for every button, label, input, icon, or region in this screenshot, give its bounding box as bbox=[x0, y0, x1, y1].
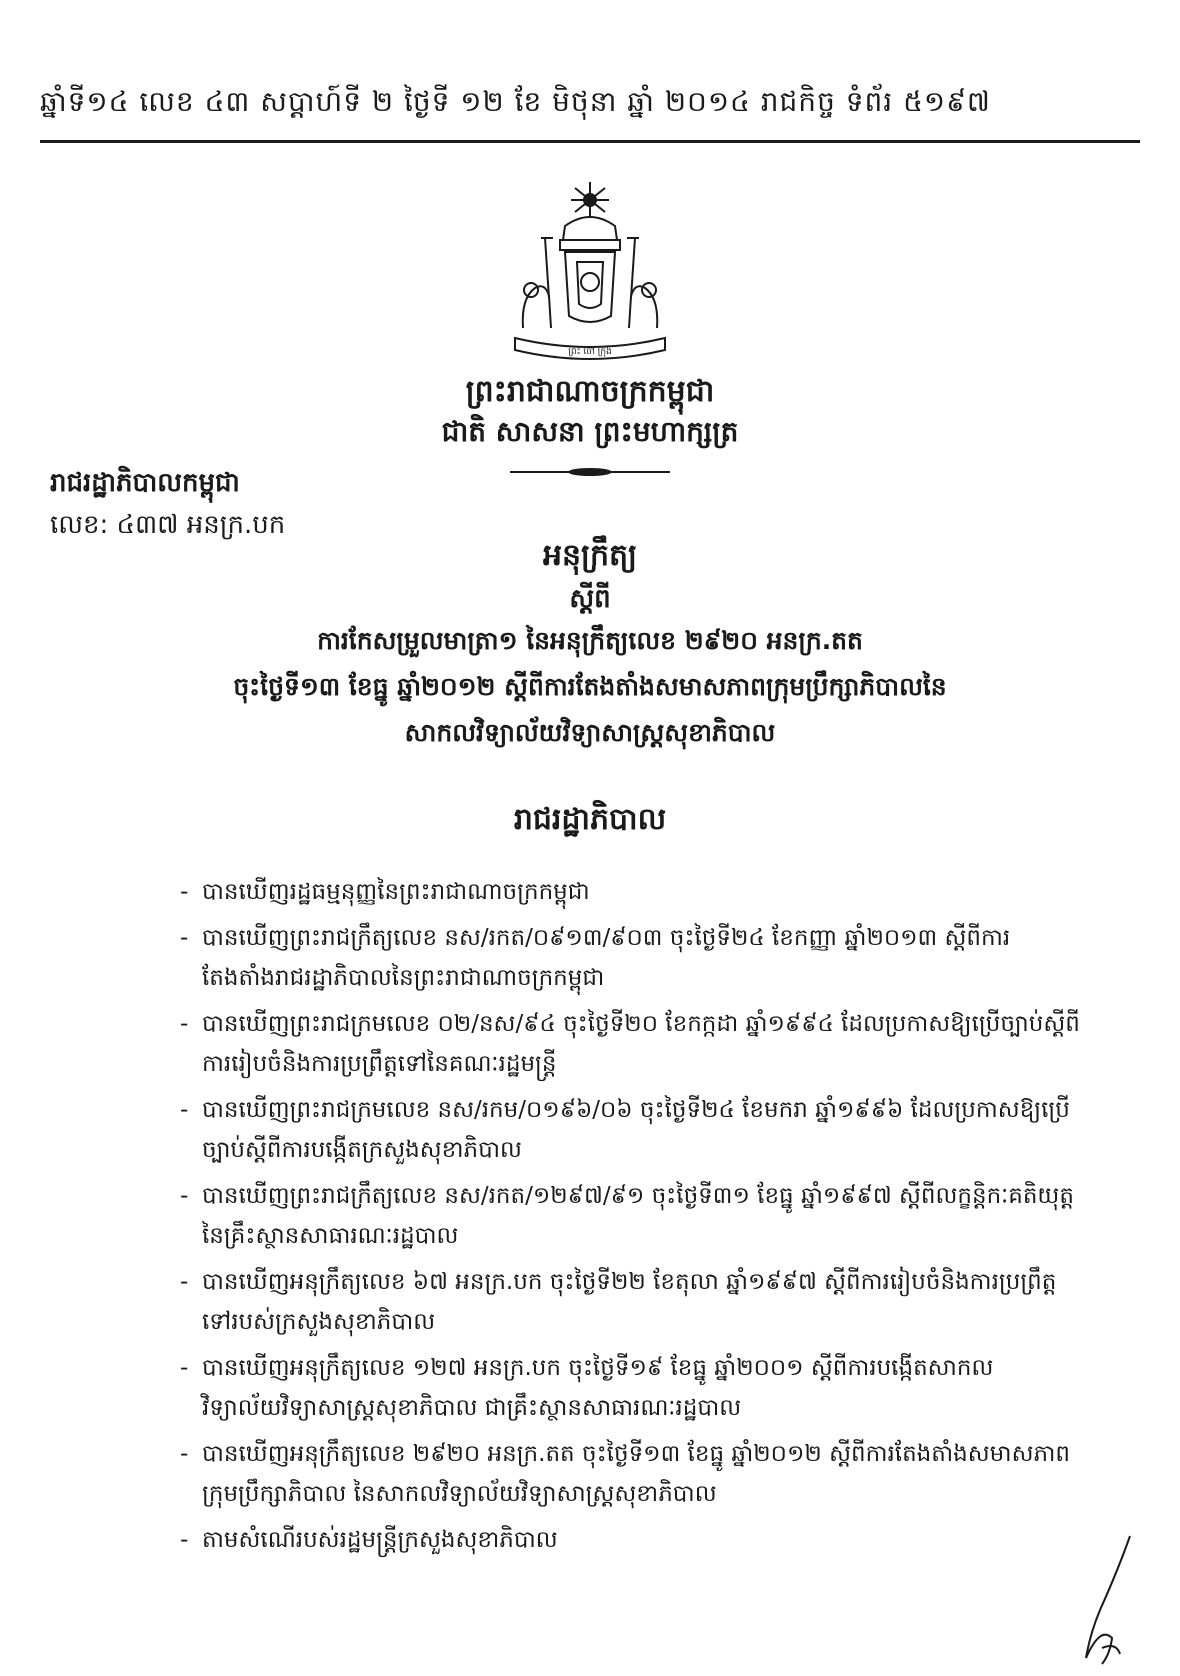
ornament-divider bbox=[510, 467, 670, 477]
recital-item: - បានឃើញព្រះរាជក្រមលេខ នស/រកម/០១៩៦/០៦ ចុះថ្ងៃទី២៤ ខែមករា ឆ្នាំ១៩៩៦ ដែលប្រកាសឱ្យប្រើច្បាប់ស្តីពីការបង្កើតក្រសួងសុខាភិបាល bbox=[180, 1090, 1080, 1170]
document-about: ស្តីពី bbox=[569, 584, 611, 614]
kingdom-name: ព្រះរាជាណាចក្រកម្ពុជា bbox=[465, 374, 715, 409]
recital-item: - បានឃើញព្រះរាជក្រមលេខ ០២/នស/៩៤ ចុះថ្ងៃទី២០ ខែកក្កដា ឆ្នាំ១៩៩៤ ដែលប្រកាសឱ្យប្រើច្បាប់ស្តីពីការរៀបចំនិងការប្រព្រឹត្តទៅនៃគណៈរដ្ឋមន្ត្រី bbox=[180, 1004, 1080, 1084]
royal-coat-of-arms-icon bbox=[505, 178, 675, 368]
header-rule bbox=[40, 140, 1140, 143]
emblem-ribbon-text: ព្រះ ចៅ ក្រុង bbox=[568, 347, 612, 357]
handwritten-signature-icon bbox=[1060, 1530, 1150, 1670]
recital-item: - បានឃើញព្រះរាជក្រឹត្យលេខ នស/រកត/១២៩៧/៩១ ចុះថ្ងៃទី៣១ ខែធ្នូ ឆ្នាំ១៩៩៧ ស្តីពីលក្ខន្តិកៈគតិយុត្តនៃគ្រឹះស្ថានសាធារណៈរដ្ឋបាល bbox=[180, 1176, 1080, 1256]
document-title-line: ការកែសម្រួលមាត្រា១ នៃអនុក្រឹត្យលេខ ២៩២០ អនក្រ.តត bbox=[317, 626, 863, 655]
recital-item: - បានឃើញអនុក្រឹត្យលេខ ៦៧ អនក្រ.បក ចុះថ្ងៃទី២២ ខែតុលា ឆ្នាំ១៩៩៧ ស្តីពីការរៀបចំនិងការប្រព្រឹត្តទៅរបស់ក្រសួងសុខាភិបាល bbox=[180, 1262, 1080, 1342]
government-heading: រាជរដ្ឋាភិបាល bbox=[513, 802, 667, 837]
national-motto: ជាតិ សាសនា ព្រះមហាក្សត្រ bbox=[441, 415, 739, 448]
document-title-line: សាកលវិទ្យាល័យវិទ្យាសាស្ត្រសុខាភិបាល bbox=[404, 718, 776, 747]
recital-item: - តាមសំណើរបស់រដ្ឋមន្ត្រីក្រសួងសុខាភិបាល bbox=[180, 1520, 1080, 1560]
document-type: អនុក្រឹត្យ bbox=[542, 538, 638, 573]
recital-item: - បានឃើញអនុក្រឹត្យលេខ ២៩២០ អនក្រ.តត ចុះថ្ងៃទី១៣ ខែធ្នូ ឆ្នាំ២០១២ ស្តីពីការតែងតាំងសមាសភាពក្រុមប្រឹក្សាភិបាល នៃសាកលវិទ្យាល័យវិទ្យាសាស្ត្រសុខាភិបាល bbox=[180, 1434, 1080, 1514]
recitals-list bbox=[180, 872, 1080, 1566]
recital-item: - បានឃើញព្រះរាជក្រឹត្យលេខ នស/រកត/០៩១៣/៩០៣ ចុះថ្ងៃទី២៤ ខែកញ្ញា ឆ្នាំ២០១៣ ស្តីពីការតែងតាំងរាជរដ្ឋាភិបាលនៃព្រះរាជាណាចក្រកម្ពុជា bbox=[180, 918, 1080, 998]
document-title-line: ចុះថ្ងៃទី១៣ ខែធ្នូ ឆ្នាំ២០១២ ស្តីពីការតែងតាំងសមាសភាពក្រុមប្រឹក្សាភិបាលនៃ bbox=[233, 672, 947, 701]
decree-number: លេខ: ៤៣៧ អនក្រ.បក bbox=[50, 510, 286, 540]
issuer-name: រាជរដ្ឋាភិបាលកម្ពុជា bbox=[50, 468, 240, 498]
recital-item: - បានឃើញអនុក្រឹត្យលេខ ១២៧ អនក្រ.បក ចុះថ្ងៃទី១៩ ខែធ្នូ ឆ្នាំ២០០១ ស្តីពីការបង្កើតសាកលវិទ្យាល័យវិទ្យាសាស្ត្រសុខាភិបាល ជាគ្រឹះស្ថានសាធារណៈរដ្ឋបាល bbox=[180, 1348, 1080, 1428]
recital-item: - បានឃើញរដ្ឋធម្មនុញ្ញនៃព្រះរាជាណាចក្រកម្ពុជា bbox=[180, 872, 1080, 912]
gazette-header: ឆ្នាំទី១៤ លេខ ៤៣ សប្តាហ៍ទី ២ ថ្ងៃទី ១២ ខែ មិថុនា ឆ្នាំ ២០១៤ រាជកិច្ច ទំព័រ ៥១៩៧ bbox=[40, 85, 991, 118]
